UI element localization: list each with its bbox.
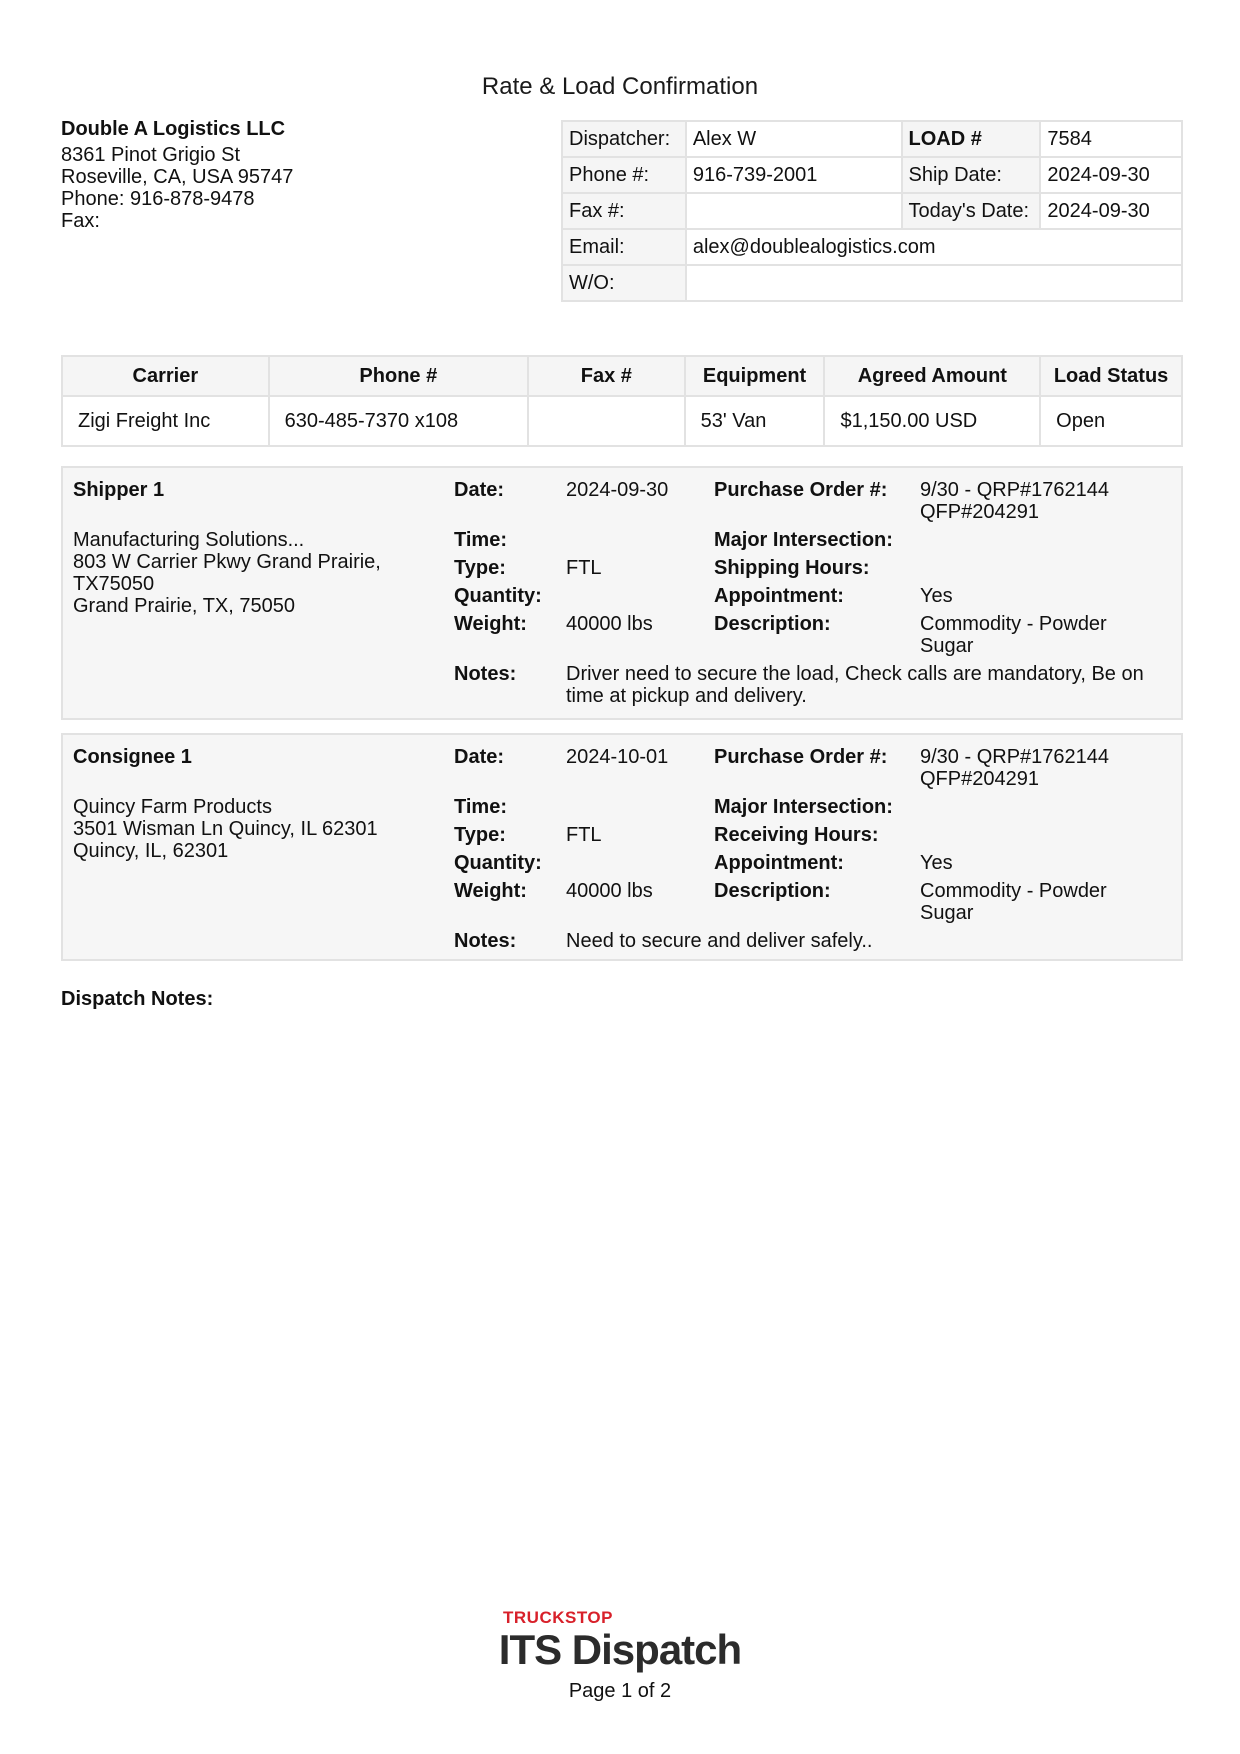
header-equipment: Equipment [685,356,825,396]
shipper-po-label: Purchase Order #: [714,479,888,501]
page-number: Page 1 of 2 [568,1680,672,1702]
shipper-appointment-value: Yes [920,585,953,607]
load-number-value: 7584 [1040,121,1182,157]
consignee-notes-value: Need to secure and deliver safely.. [566,930,873,952]
todays-date-label: Today's Date: [902,193,1041,229]
consignee-address-line2: Quincy, IL, 62301 [73,840,229,862]
consignee-po-line2: QFP#204291 [920,768,1039,790]
shipper-description-label: Description: [714,613,831,635]
consignee-description-line1: Commodity - Powder [920,880,1107,902]
phone-value: 916-739-2001 [686,157,902,193]
consignee-time-label: Time: [454,796,507,818]
shipper-address-line3: Grand Prairie, TX, 75050 [73,595,295,617]
carrier-name: Zigi Freight Inc [62,396,269,446]
shipper-type-label: Type: [454,557,506,579]
header-load-status: Load Status [1040,356,1182,396]
ship-date-label: Ship Date: [902,157,1041,193]
page-title: Rate & Load Confirmation [481,73,759,100]
company-address-line2: Roseville, CA, USA 95747 [61,166,294,188]
company-phone: Phone: 916-878-9478 [61,188,255,210]
consignee-date-label: Date: [454,746,505,768]
todays-date-value: 2024-09-30 [1040,193,1182,229]
shipper-weight-label: Weight: [454,613,527,635]
carrier-table-header [62,356,1182,396]
wo-label: W/O: [562,265,686,301]
carrier-phone: 630-485-7370 x108 [269,396,528,446]
dispatcher-value: Alex W [686,121,902,157]
shipper-po-line1: 9/30 - QRP#1762144 [920,479,1110,501]
shipper-date-value: 2024-09-30 [566,479,669,501]
consignee-po-line1: 9/30 - QRP#1762144 [920,746,1110,768]
dispatcher-label: Dispatcher: [562,121,686,157]
carrier-fax [528,396,685,446]
shipper-address-line1: 803 W Carrier Pkwy Grand Prairie, [73,551,381,573]
fax-label: Fax #: [562,193,686,229]
phone-label: Phone #: [562,157,686,193]
shipper-notes-label: Notes: [454,663,517,685]
header-phone: Phone # [269,356,528,396]
consignee-quantity-label: Quantity: [454,852,542,874]
consignee-type-label: Type: [454,824,506,846]
header-agreed-amount: Agreed Amount [824,356,1040,396]
consignee-heading: Consignee 1 [73,746,192,768]
shipper-date-label: Date: [454,479,505,501]
consignee-type-value: FTL [566,824,602,846]
shipper-quantity-label: Quantity: [454,585,542,607]
shipper-description-line2: Sugar [920,635,974,657]
consignee-hours-label: Receiving Hours: [714,824,879,846]
company-fax: Fax: [61,210,100,232]
email-label: Email: [562,229,686,265]
fax-value [686,193,902,229]
shipper-appointment-label: Appointment: [714,585,844,607]
shipper-type-value: FTL [566,557,602,579]
shipper-description-line1: Commodity - Powder [920,613,1107,635]
consignee-appointment-value: Yes [920,852,953,874]
shipper-notes-value: Driver need to secure the load, Check calls are mandatory, Be on time at pickup and delivery. [566,663,1144,707]
its-dispatch-logo: ITS Dispatch [498,1626,742,1673]
truckstop-logo: TRUCKSTOP [503,1608,613,1627]
email-value: alex@doublealogistics.com [686,229,1182,265]
consignee-description-line2: Sugar [920,902,974,924]
carrier-equipment: 53' Van [685,396,825,446]
carrier-agreed-amount: $1,150.00 USD [824,396,1040,446]
shipper-name: Manufacturing Solutions... [73,529,305,551]
shipper-po-line2: QFP#204291 [920,501,1039,523]
dispatch-notes-label: Dispatch Notes: [61,988,214,1010]
company-name: Double A Logistics LLC [61,118,286,140]
consignee-weight-label: Weight: [454,880,527,902]
header-fax: Fax # [528,356,685,396]
consignee-appointment-label: Appointment: [714,852,844,874]
consignee-address-line1: 3501 Wisman Ln Quincy, IL 62301 [73,818,378,840]
dispatch-info-table [561,120,1183,302]
company-block [61,118,293,232]
consignee-name: Quincy Farm Products [73,796,272,818]
consignee-notes-label: Notes: [454,930,517,952]
consignee-weight-value: 40000 lbs [566,880,653,902]
shipper-time-label: Time: [454,529,507,551]
shipper-weight-value: 40000 lbs [566,613,653,635]
shipper-panel [61,466,1183,720]
carrier-table [61,355,1183,447]
consignee-intersection-label: Major Intersection: [714,796,893,818]
shipper-heading: Shipper 1 [73,479,165,501]
table-row [62,396,1182,446]
load-number-label: LOAD # [902,121,1041,157]
shipper-intersection-label: Major Intersection: [714,529,893,551]
ship-date-value: 2024-09-30 [1040,157,1182,193]
company-address-line1: 8361 Pinot Grigio St [61,144,240,166]
header-carrier: Carrier [62,356,269,396]
consignee-date-value: 2024-10-01 [566,746,669,768]
consignee-po-label: Purchase Order #: [714,746,888,768]
shipper-address-line2: TX75050 [73,573,155,595]
wo-value [686,265,1182,301]
consignee-panel [61,733,1183,961]
carrier-load-status: Open [1040,396,1182,446]
consignee-description-label: Description: [714,880,831,902]
shipper-hours-label: Shipping Hours: [714,557,870,579]
